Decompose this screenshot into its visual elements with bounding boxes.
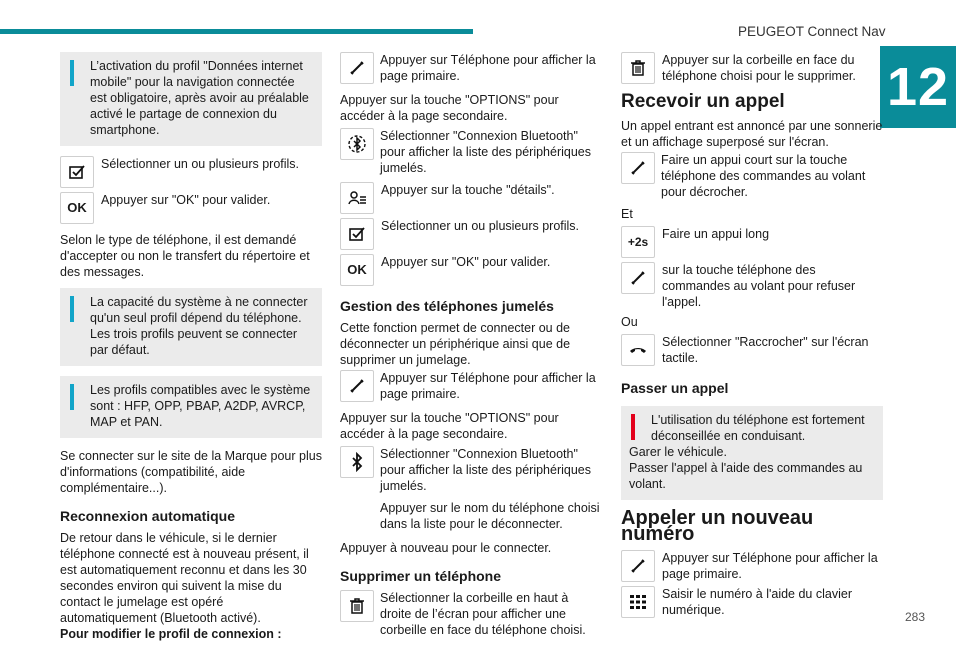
paragraph: De retour dans le véhicule, si le dernier téléphone connecté est à nouveau présent, il est automatiquement reconnu et dans les 30 secondes environ qui suivent la mise du contact le jumelage est opéré automatiquement (Bluetooth activé). [60,531,309,625]
step-text: Sélectionner "Connexion Bluetooth" pour afficher la liste des périphériques jumelés. [380,447,592,493]
step-text: Appuyer sur Téléphone pour afficher la page primaire. [662,551,878,581]
step-text: sur la touche téléphone des commandes au volant pour refuser l'appel. [662,263,856,309]
step [340,182,602,214]
trash-icon [621,52,655,84]
step-text: Appuyer sur Téléphone pour afficher la page primaire. [380,53,596,83]
step-text: Appuyer sur Téléphone pour afficher la page primaire. [380,371,596,401]
step [340,52,602,86]
warning-note [621,406,883,500]
note-text: Passer l'appel à l'aide des commandes au volant. [629,461,863,491]
phone-handset-icon [621,152,655,184]
checkbox-icon [340,218,374,250]
phone-handset-icon [621,550,655,582]
header-accent-bar [0,29,473,34]
step [340,128,602,176]
bluetooth-icon [340,446,374,478]
info-note [60,376,322,438]
manual-title: PEUGEOT Connect Nav [738,24,886,39]
step [340,590,602,638]
step [60,192,322,224]
step [621,586,883,618]
step [621,262,883,310]
warning-icon [631,414,635,440]
page-number: 283 [905,610,926,624]
column-2 [340,52,602,644]
keypad-icon [621,586,655,618]
step [340,370,602,404]
step [340,254,602,286]
paragraph: Appuyer sur la touche "OPTIONS" pour accéder à la page secondaire. [340,93,559,123]
ok-icon: OK [60,192,94,224]
info-icon [70,296,74,322]
note-text: Garer le véhicule. [629,445,727,459]
trash-icon [340,590,374,622]
paragraph: Selon le type de téléphone, il est demandé d'accepter ou non le transfert du répertoire et des messages. [60,233,310,279]
section-heading: Gestion des téléphones jumelés [340,298,554,314]
step-text: Faire un appui long [662,227,770,241]
section-heading: Reconnexion automatique [60,508,236,524]
column-1 [60,52,322,650]
phone-handset-icon [621,262,655,294]
section-heading: Passer un appel [621,380,729,396]
paragraph: Un appel entrant est annoncé par une sonnerie et un affichage superposé sur l'écran. [621,119,883,149]
phone-handset-icon [340,52,374,84]
paragraph: Appuyer à nouveau pour le connecter. [340,541,552,555]
step-text: Faire un appui court sur la touche téléphone des commandes au volant pour décrocher. [661,153,866,199]
step-text: Appuyer sur "OK" pour valider. [101,193,271,207]
step [621,52,883,84]
info-icon [70,60,74,86]
step-text: Appuyer sur la touche "détails". [381,183,555,197]
paragraph: Se connecter sur le site de la Marque pour plus d'informations (compatibilité, aide complémentaire...). [60,449,322,495]
step [621,334,883,366]
step [621,550,883,582]
column-3 [621,52,883,622]
hang-up-icon [621,334,655,366]
phone-handset-icon [340,370,374,402]
step-text: Saisir le numéro à l'aide du clavier numérique. [662,587,852,617]
details-icon [340,182,374,214]
checkbox-icon [60,156,94,188]
step-text: Sélectionner la corbeille en haut à droite de l’écran pour afficher une corbeille en face du téléphone choisi. [380,591,586,637]
step-text: Sélectionner un ou plusieurs profils. [381,219,580,233]
section-title: Recevoir un appel [621,91,785,112]
step [340,446,602,494]
ok-icon: OK [340,254,374,286]
long-press-icon: +2s [621,226,655,258]
note-text: L’activation du profil "Données internet mobile" pour la navigation connectée est obligatoire, après avoir au préalable activé le partage de connexion du smartphone. [90,59,309,137]
step [621,152,883,200]
bold-line: Pour modifier le profil de connexion : [60,627,282,641]
step [340,218,602,250]
step-text: Appuyer sur la corbeille en face du téléphone choisi pour le supprimer. [662,53,856,83]
step [340,500,602,534]
section-title: Appeler un nouveau numéro [621,507,814,545]
step-text: Sélectionner "Connexion Bluetooth" pour afficher la liste des périphériques jumelés. [380,129,592,175]
step [60,156,322,188]
connector-text: Et [621,207,633,221]
section-heading: Supprimer un téléphone [340,568,502,584]
step-text: Appuyer sur "OK" pour valider. [381,255,551,269]
note-text: L'utilisation du téléphone est fortement déconseillée en conduisant. [651,413,865,443]
paragraph: Appuyer sur la touche "OPTIONS" pour accéder à la page secondaire. [340,411,559,441]
paragraph: Cette fonction permet de connecter ou de déconnecter un périphérique ainsi que de supprimer un jumelage. [340,321,571,367]
connector-text: Ou [621,315,638,329]
note-text: La capacité du système à ne connecter qu'un seul profil dépend du téléphone. Les trois profils peuvent se connecter par défaut. [90,295,308,357]
note-text: Les profils compatibles avec le système sont : HFP, OPP, PBAP, A2DP, AVRCP, MAP et PAN. [90,383,311,429]
chapter-number-tab: 12 [880,46,956,128]
step-text: Sélectionner un ou plusieurs profils. [101,157,300,171]
info-note [60,288,322,366]
info-note [60,52,322,146]
step [621,226,883,258]
bluetooth-settings-icon [340,128,374,160]
info-icon [70,384,74,410]
step-text: Appuyer sur le nom du téléphone choisi dans la liste pour le déconnecter. [380,501,600,531]
step-text: Sélectionner "Raccrocher" sur l'écran tactile. [662,335,869,365]
